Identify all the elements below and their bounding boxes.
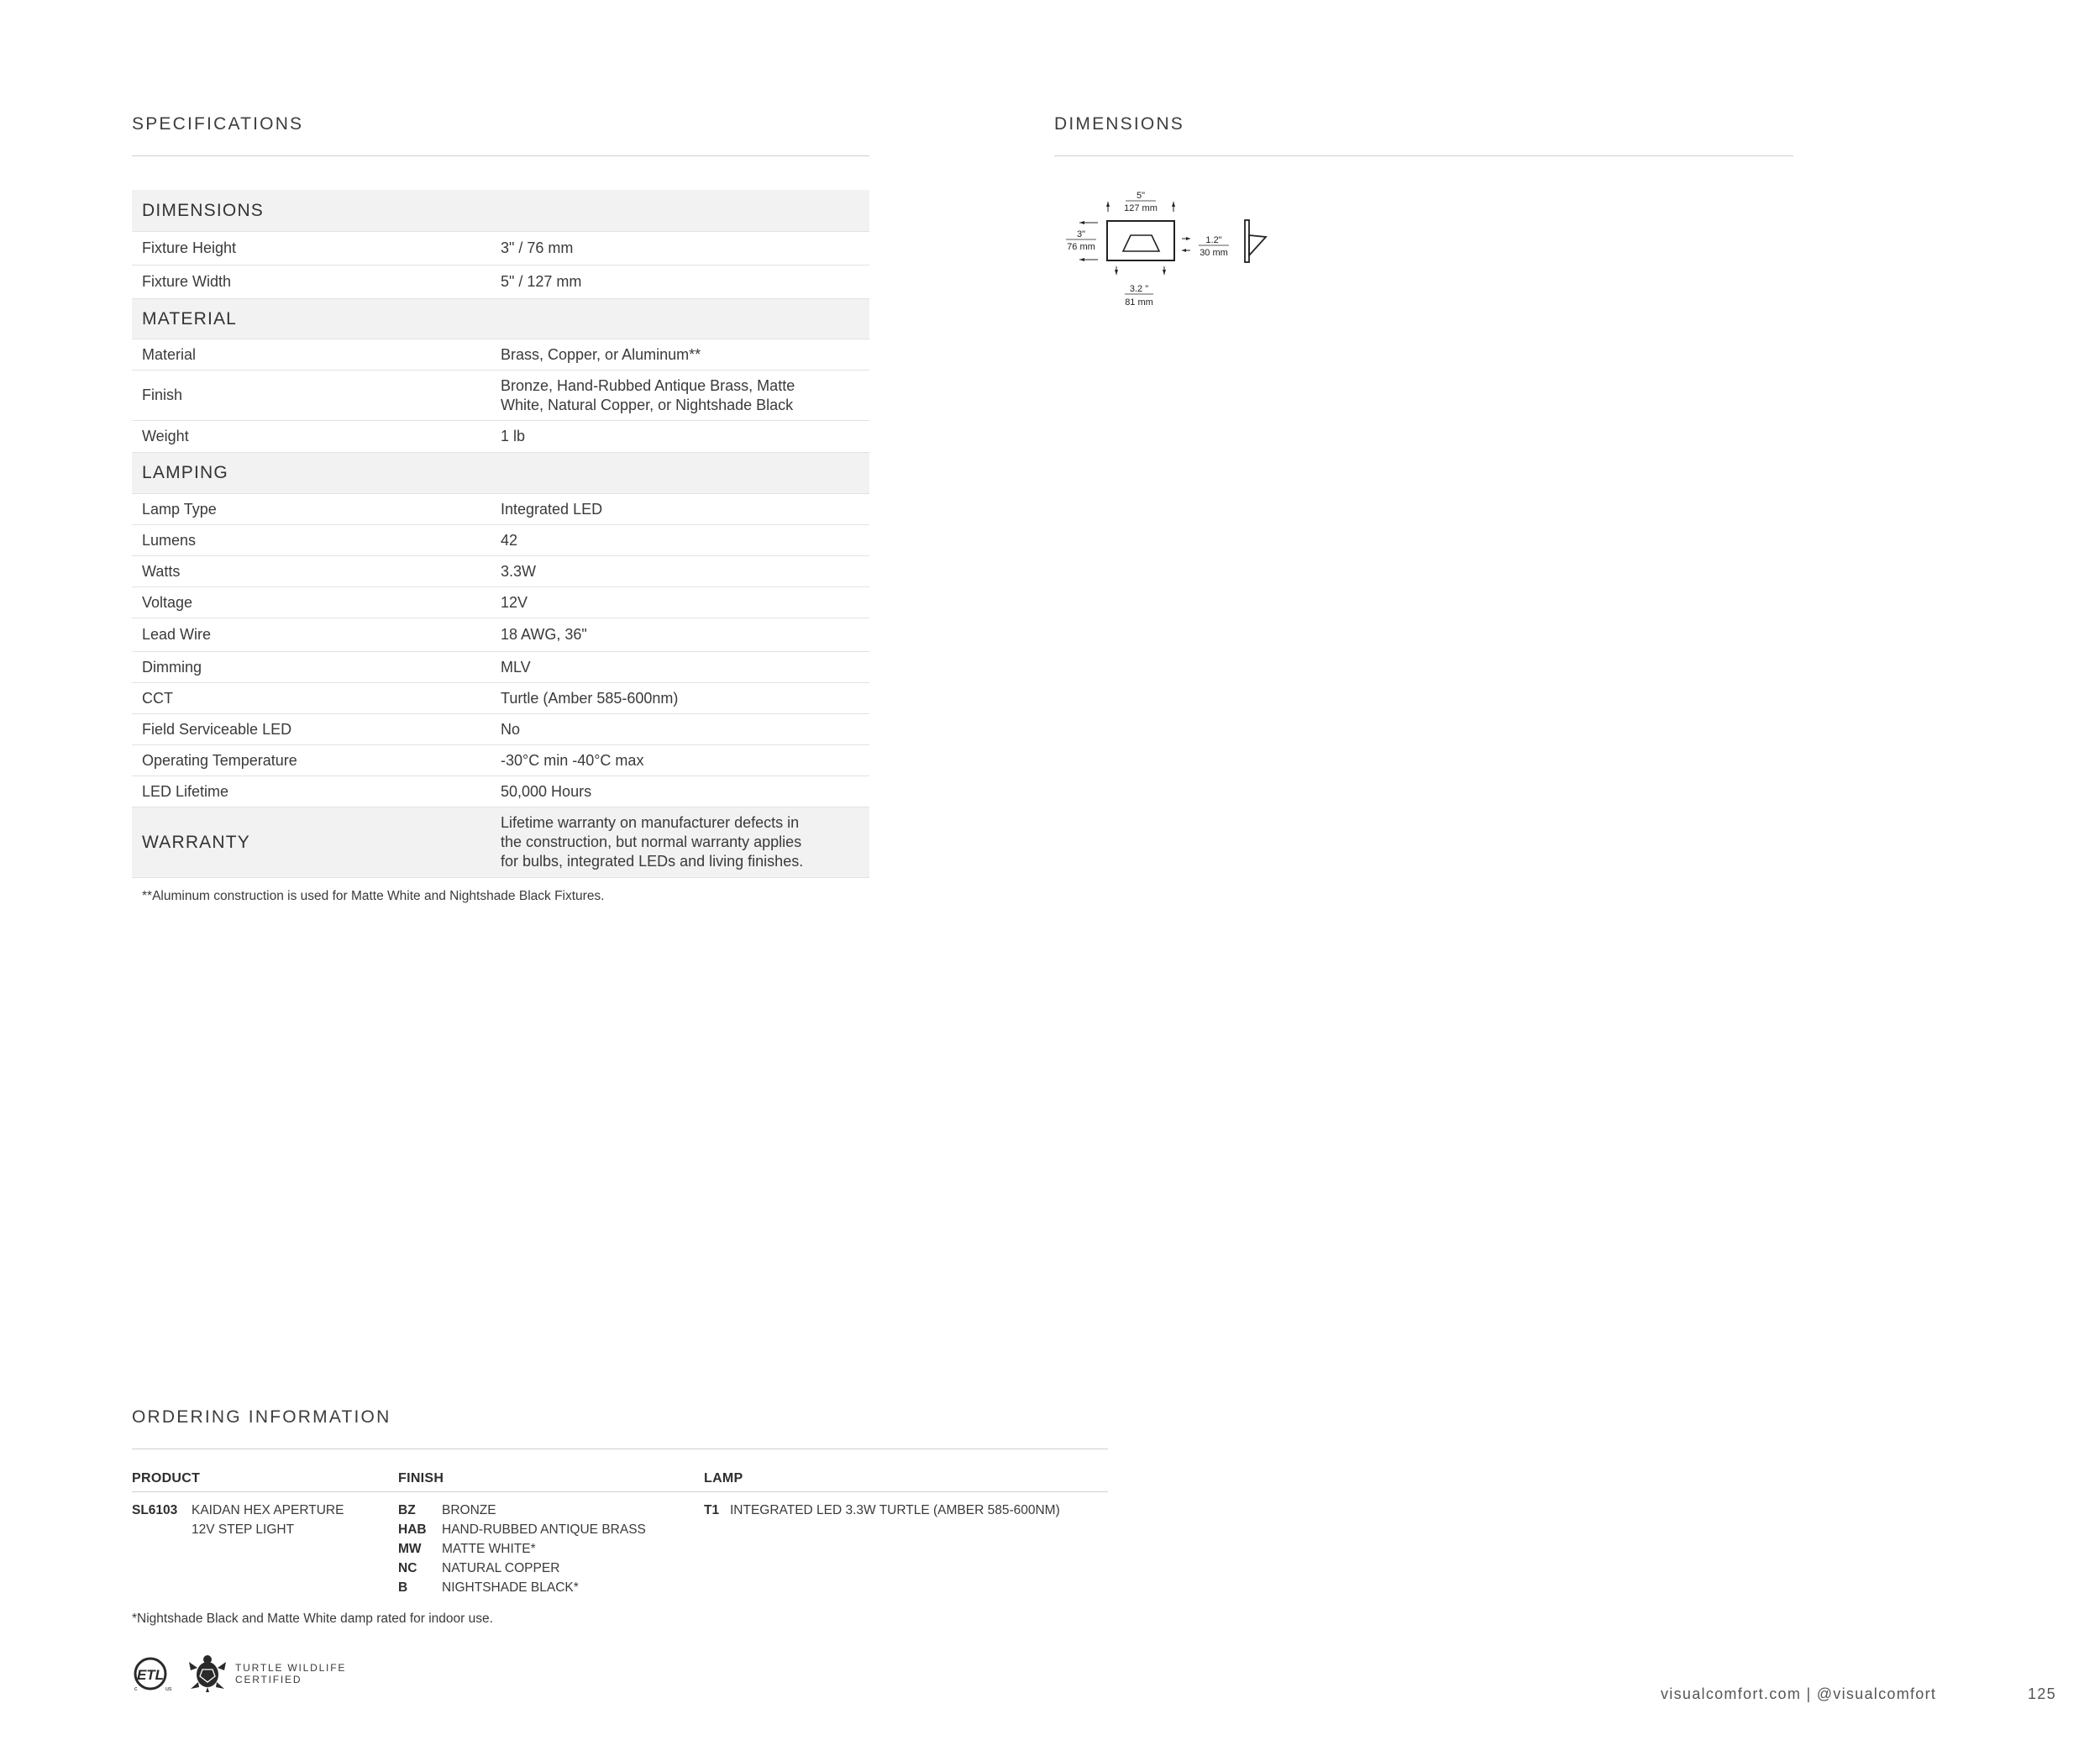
depth-in-label: 1.2" (1205, 235, 1222, 245)
product-code-text: SL6103 (132, 1503, 178, 1517)
ordering-title: ORDERING INFORMATION (132, 1407, 391, 1427)
finish-code: BZ (398, 1503, 416, 1517)
spec-label: Lamp Type (142, 500, 217, 518)
column-header-product: PRODUCT (132, 1471, 201, 1485)
spec-label: Voltage (142, 593, 193, 611)
spec-value-line: White, Natural Copper, or Nightshade Black (501, 396, 794, 413)
spec-label: Field Serviceable LED (142, 720, 292, 738)
width-mm-label: 127 mm (1124, 203, 1158, 213)
spec-row-field-serviceable-led (132, 714, 869, 745)
depth-mm-label: 30 mm (1200, 248, 1228, 258)
spec-value: 1 lb (501, 428, 526, 444)
section-lamping (132, 453, 869, 494)
spec-value: MLV (501, 658, 531, 676)
finish-option-nc (398, 1559, 646, 1578)
finish-code: B (398, 1580, 408, 1595)
aperture-arrow-right (1163, 270, 1166, 275)
spec-label: Lumens (142, 531, 197, 549)
spec-label: Operating Temperature (142, 751, 297, 769)
finish-code: MW (398, 1542, 422, 1556)
height-mm-label: 76 mm (1067, 242, 1095, 252)
spec-value: 3.3W (501, 562, 537, 580)
section-title: WARRANTY (142, 832, 250, 852)
section-title: MATERIAL (142, 308, 238, 329)
svg-text:c: c (134, 1686, 138, 1692)
warranty-text (501, 813, 869, 871)
spec-row-voltage (132, 587, 869, 618)
finish-name: HAND-RUBBED ANTIQUE BRASS (442, 1522, 646, 1537)
section-warranty (132, 807, 869, 878)
etl-listed-icon (130, 1655, 176, 1692)
section-title: DIMENSIONS (142, 200, 265, 220)
spec-row-operating-temperature (132, 745, 869, 776)
spec-row-weight (132, 421, 869, 453)
product-name-line: KAIDAN HEX APERTURE (192, 1503, 344, 1517)
turtle-icon (186, 1654, 228, 1692)
width-arrow-right (1172, 202, 1175, 207)
finish-name: NIGHTSHADE BLACK* (442, 1580, 579, 1595)
finish-name: NATURAL COPPER (442, 1561, 560, 1575)
aperture-in-label: 3.2 " (1129, 284, 1149, 294)
dimension-drawing (1054, 185, 1273, 311)
lamp-code: T1 (704, 1503, 720, 1517)
depth-arrow-top (1186, 237, 1190, 240)
finish-option-hab (398, 1520, 646, 1539)
spec-row-cct (132, 683, 869, 714)
spec-label: Dimming (142, 658, 202, 676)
spec-label: CCT (142, 689, 173, 707)
spec-row-fixture-height (132, 232, 869, 266)
column-header-finish: FINISH (398, 1471, 444, 1485)
spec-value: Turtle (Amber 585-600nm) (501, 689, 679, 707)
spec-value: Brass, Copper, or Aluminum** (501, 345, 701, 363)
spec-value: 12V (501, 593, 528, 611)
spec-row-led-lifetime (132, 776, 869, 807)
lamp-name: INTEGRATED LED 3.3W TURTLE (AMBER 585-600NM) (730, 1503, 1060, 1517)
spec-footnote: **Aluminum construction is used for Matte White and Nightshade Black Fixtures. (142, 889, 605, 903)
finish-name: BRONZE (442, 1503, 496, 1517)
product-name-line: 12V STEP LIGHT (192, 1522, 295, 1537)
spec-row-lamp-type (132, 494, 869, 525)
spec-value: No (501, 720, 521, 738)
fixture-side-view-shade (1249, 235, 1266, 255)
turtle-certified-label (235, 1662, 346, 1685)
specifications-title: SPECIFICATIONS (132, 114, 304, 134)
finish-name: MATTE WHITE* (442, 1542, 536, 1556)
spec-row-lead-wire (132, 618, 869, 652)
spec-label: Finish (142, 386, 183, 403)
spec-label: Fixture Width (142, 273, 232, 290)
spec-row-lumens (132, 525, 869, 556)
spec-label: Lead Wire (142, 626, 212, 643)
spec-label: LED Lifetime (142, 782, 229, 800)
height-arrow-bottom (1079, 258, 1084, 261)
spec-value (501, 376, 869, 415)
turtle-line: TURTLE WILDLIFE (235, 1662, 347, 1674)
aperture-trapezoid (1123, 235, 1159, 251)
aperture-mm-label: 81 mm (1125, 297, 1153, 308)
spec-value: 42 (501, 531, 518, 549)
product-code (132, 1501, 177, 1520)
turtle-line: CERTIFIED (235, 1674, 302, 1685)
spec-value: 50,000 Hours (501, 782, 592, 800)
warranty-line: Lifetime warranty on manufacturer defects in (501, 814, 800, 831)
svg-text:us: us (165, 1686, 172, 1692)
section-title: LAMPING (142, 463, 228, 482)
aperture-arrow-left (1115, 270, 1118, 275)
finish-option-bz (398, 1501, 646, 1520)
spec-value: 3" / 76 mm (501, 239, 574, 256)
fixture-front-view (1107, 221, 1174, 260)
finish-option-mw (398, 1539, 646, 1559)
depth-arrow-bottom (1182, 249, 1186, 252)
warranty-line: for bulbs, integrated LEDs and living finishes. (501, 853, 804, 870)
footer-website: visualcomfort.com | @visualcomfort (1661, 1685, 1937, 1702)
spec-label: Fixture Height (142, 239, 237, 256)
warranty-line: the construction, but normal warranty applies (501, 833, 802, 850)
etl-mark-text: ETL (136, 1667, 165, 1683)
spec-label: Weight (142, 428, 189, 444)
spec-row-watts (132, 556, 869, 587)
spec-value: 18 AWG, 36" (501, 626, 587, 643)
height-in-label: 3" (1076, 229, 1086, 239)
spec-value: 5" / 127 mm (501, 273, 582, 290)
spec-row-dimming (132, 652, 869, 683)
finish-code: HAB (398, 1522, 427, 1537)
lamp-option (704, 1501, 1060, 1520)
spec-row-finish (132, 371, 869, 421)
spec-row-fixture-width (132, 266, 869, 299)
finish-list (398, 1501, 646, 1597)
specifications-rule (132, 155, 869, 156)
spec-value: Integrated LED (501, 500, 603, 518)
width-in-label: 5" (1136, 191, 1146, 201)
spec-row-material (132, 339, 869, 371)
finish-code: NC (398, 1561, 417, 1575)
ordering-header-rule (132, 1491, 1108, 1492)
section-material (132, 299, 869, 339)
height-arrow-top (1079, 221, 1084, 224)
dimensions-rule (1054, 155, 1793, 156)
spec-label: Material (142, 345, 197, 363)
page-number: 125 (2028, 1685, 2056, 1702)
finish-option-b (398, 1578, 646, 1597)
spec-value: -30°C min -40°C max (501, 751, 644, 769)
spec-label: Watts (142, 562, 181, 580)
product-name (192, 1501, 344, 1539)
column-header-lamp: LAMP (704, 1471, 743, 1485)
width-arrow-left (1106, 202, 1110, 207)
spec-table (132, 190, 869, 878)
ordering-footnote: *Nightshade Black and Matte White damp rated for indoor use. (132, 1612, 493, 1626)
spec-value-line: Bronze, Hand-Rubbed Antique Brass, Matte (501, 376, 795, 394)
section-dimensions (132, 190, 869, 232)
dimensions-title: DIMENSIONS (1054, 114, 1185, 134)
